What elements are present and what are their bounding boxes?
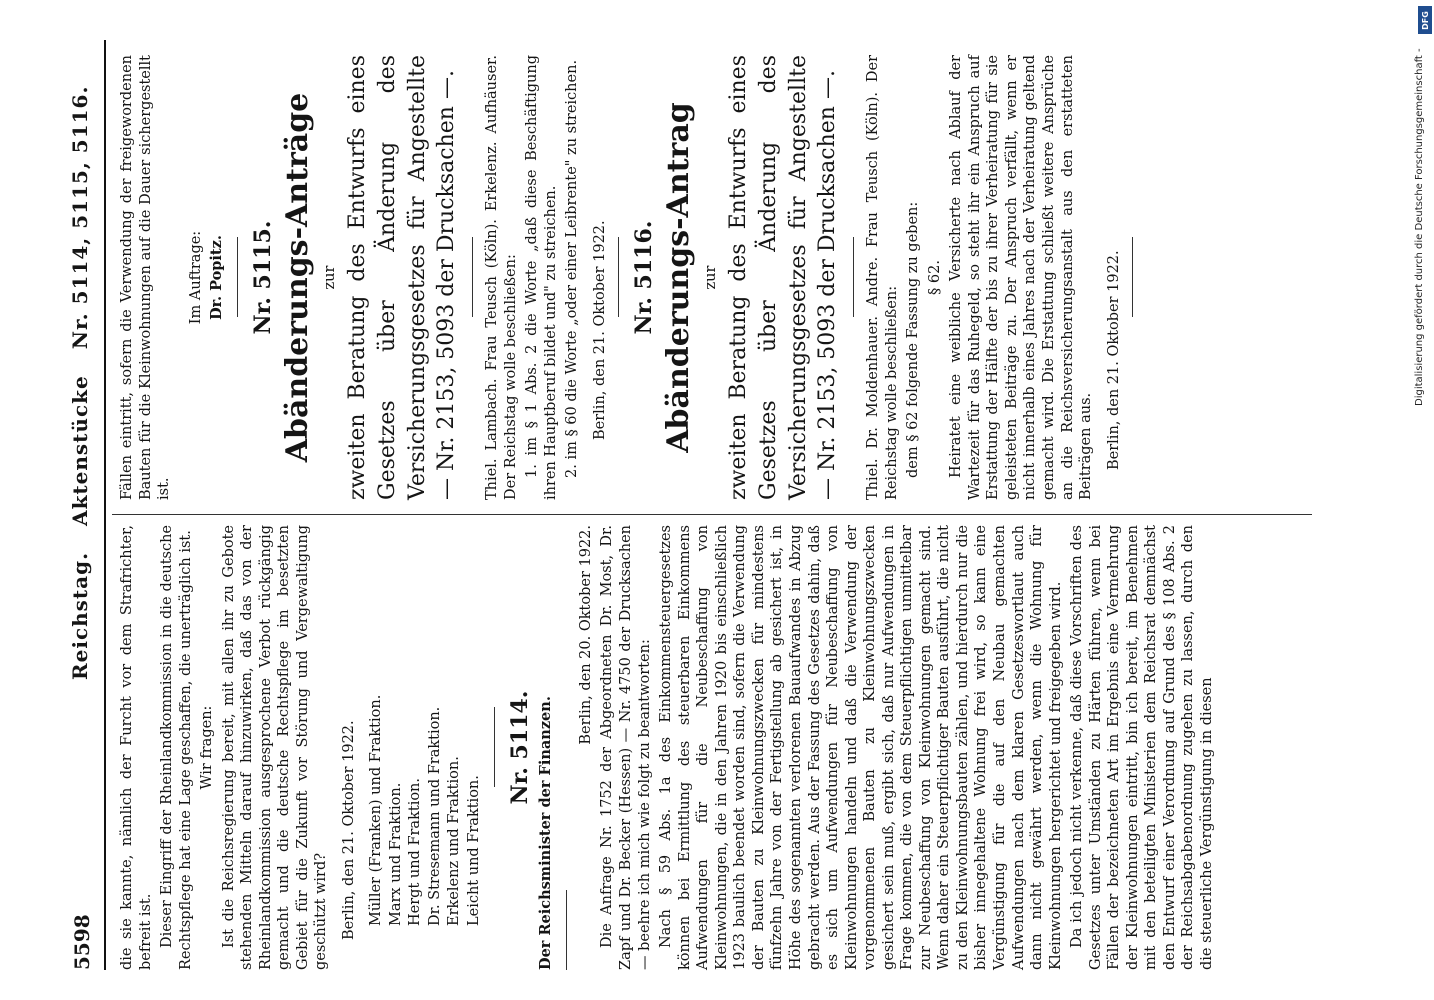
separator-rule [566,890,567,970]
column-divider [112,514,1312,515]
page-header [60,40,106,970]
separator-rule [472,238,473,318]
question-intro: Wir fragen: [199,705,216,790]
signer: Leicht und Fraktion. [465,775,482,926]
watermark-text: Digitalisierung gefördert durch die Deutsche Forschungsgemeinschaft - [1414,48,1425,406]
section-subtitle: zweiten Beratung des Entwurfs eines Gesetzes über Änderung des Versicherungsgesetzes für Angestellte — Nr. 2153, 5093 der Drucksachen —. [726,55,841,500]
section-title: Abänderungs-Antrag [660,102,696,453]
signer: Hergt und Fraktion. [407,777,424,926]
dfg-logo [1418,6,1432,34]
motion-intro: dem § 62 folgende Fassung zu geben: [905,201,922,478]
paragraph: Da ich jedoch nicht verkenne, daß diese Vorschriften des Gesetzes unter Umständen zu Härten führen, wenn bei Fällen der bezeichneten Art im Ergebnis eine Vermehrung der Kleinwohnungen eintritt, bin ich bereit, im Benehmen mit den beteiligten Ministerien dem Reichsrat demnächst den Entwurf einer Verordnung auf Grund des § 108 Abs. 2 der Reichsabgabenordnung zugehen zu lassen, durch den die steuerliche Vergünstigung in diesen [1069,525,1215,970]
separator-rule [618,238,619,318]
section-title: Abänderungs-Anträge [279,92,315,463]
dfg-logo-text: DFG [1420,10,1430,30]
motion-item: 1. im § 1 Abs. 2 die Worte „daß diese Beschäftigung ihren Hauptberuf bildet und" zu streichen. [524,55,559,500]
separator-rule [853,238,854,318]
signature: Dr. Popitz. [208,235,226,320]
right-column [118,55,1143,500]
digitization-watermark [1410,10,1432,990]
separator-rule [1132,238,1133,318]
motion-proposers: Thiel. Dr. Moldenhauer. Andre. Frau Teusch (Köln). Der Reichstag wolle beschließen: [865,55,900,500]
date-line: Berlin, den 21. Oktober 1922. [341,720,358,940]
signer: Marx und Fraktion. [387,782,404,926]
date-line: Berlin, den 20. Oktober 1922. [577,525,594,745]
document-number: Nr. 5116. [630,220,657,335]
paragraph: Heiratet eine weibliche Versicherte nach Ablauf der Wartezeit für das Ruhegeld, so steht ihr ein Anspruch auf Erstattung der Hälfte der bis zu ihrer Verheiratung für sie geleisteten Beiträge zu. Der Anspruch verfällt, wenn er nicht innerhalb eines Jahres nach der Verheiratung geltend gemacht wird. Die Erstattung schließt weitere Ansprüche an die Reichsversicherungsanstalt aus den erstatteten Beiträgen aus. [948,55,1095,500]
connector: zur [702,265,719,290]
date-line: Berlin, den 21. Oktober 1922. [591,220,608,440]
signer: Dr. Stresemann und Fraktion. [426,706,443,926]
motion-item: 2. im § 60 die Worte „oder einer Leibrente" zu streichen. [564,59,581,478]
separator-rule [494,708,495,788]
paragraph: Ist die Reichsregierung bereit, mit allen ihr zu Gebote stehenden Mitteln darauf hinzuwirken, daß das von der Rheinlandkommission ausgesprochene Verbot rückgängig gemacht und die deutsche Rechtspflege im besetzten Gebiet für die Zukunft vor Störung und Vergewaltigung geschützt wird? [220,525,330,970]
paragraph-sign: § 62. [926,260,943,295]
signature-intro: Im Auftrage: [187,230,204,325]
signer: Müller (Franken) und Fraktion. [368,694,385,926]
left-column [118,525,1220,970]
paragraph: Dieser Eingriff der Rheinlandkommission in die deutsche Rechtspflege hat eine Lage geschaffen, die unerträglich ist. [159,525,194,970]
paragraph: Die Anfrage Nr. 1752 der Abgeordneten Dr. Most, Dr. Zapf und Dr. Becker (Hessen) — Nr. 4750 der Drucksachen — beehre ich mich wie folgt zu beantworten: [599,525,653,970]
paragraph: die sie kannte, nämlich der Furcht vor dem Strafrichter, befreit ist. [119,525,154,970]
document-number: Nr. 5114. [507,690,534,805]
sender: Der Reichsminister der Finanzen. [537,696,555,970]
running-head-left: Reichstag. [68,551,92,680]
document-number: Nr. 5115. [249,220,276,335]
paragraph: Nach § 59 Abs. 1a des Einkommensteuergesetzes können bei Ermittlung des steuerbaren Einkommens Aufwendungen für die Neubeschaffung von Kleinwohnungen, die in den Jahren 1920 bis einschließlich 1923 baulich beendet worden sind, sofern die Verwendung der Bauten zu Kleinwohnungszwecken für mindestens fünfzehn Jahre von der Fertigstellung ab gesichert ist, in Höhe des sogenannten verlorenen Bauaufwandes in Abzug gebracht werden. Aus der Fassung des Gesetzes dahin, daß es sich um Aufwendungen für Neubeschaffung von Kleinwohnungen handeln und daß die Verwendung der vorgenommenen Bauten zu Kleinwohnungszwecken gesichert sein muß, ergibt sich, daß nur Aufwendungen in Frage kommen, die von dem Steuerpflichtigen unmittelbar zur Neubeschaffung von Kleinwohnungen gemacht sind. Wenn daher ein Steuerpflichtiger Bauten ausführt, die nicht zu den Kleinwohnungsbauten zählen, und hierdurch nur die bisher innegehaltene Wohnung frei wird, so kann eine Vergünstigung für die auf den Neubau gemachten Aufwendungen nach dem klaren Gesetzeswortlaut auch dann nicht gewährt werden, wenn die Wohnung für Kleinwohnungen hergerichtet und freigegeben wird. [658,525,1064,970]
signer: Erkelenz und Fraktion. [446,756,463,926]
separator-rule [237,238,238,318]
running-head-middle: Aktenstücke [68,375,92,526]
signer-list [367,525,484,926]
running-head-right: Nr. 5114, 5115, 5116. [68,85,92,350]
date-line: Berlin, den 21. Oktober 1922. [1105,250,1122,470]
motion-proposers: Thiel. Lambach. Frau Teusch (Köln). Erkelenz. Aufhäuser. Der Reichstag wolle beschließen: [484,55,519,500]
connector: zur [321,265,338,290]
running-head [68,68,92,680]
paragraph: Fällen eintritt, sofern die Verwendung der freigewordenen Bauten für die Kleinwohnungen auf die Dauer sichergestellt ist. [119,55,173,500]
page-number: 5598 [70,914,94,970]
section-subtitle: zweiten Beratung des Entwurfs eines Gesetzes über Änderung des Versicherungsgesetzes für Angestellte — Nr. 2153, 5093 der Drucksachen —. [345,55,460,500]
